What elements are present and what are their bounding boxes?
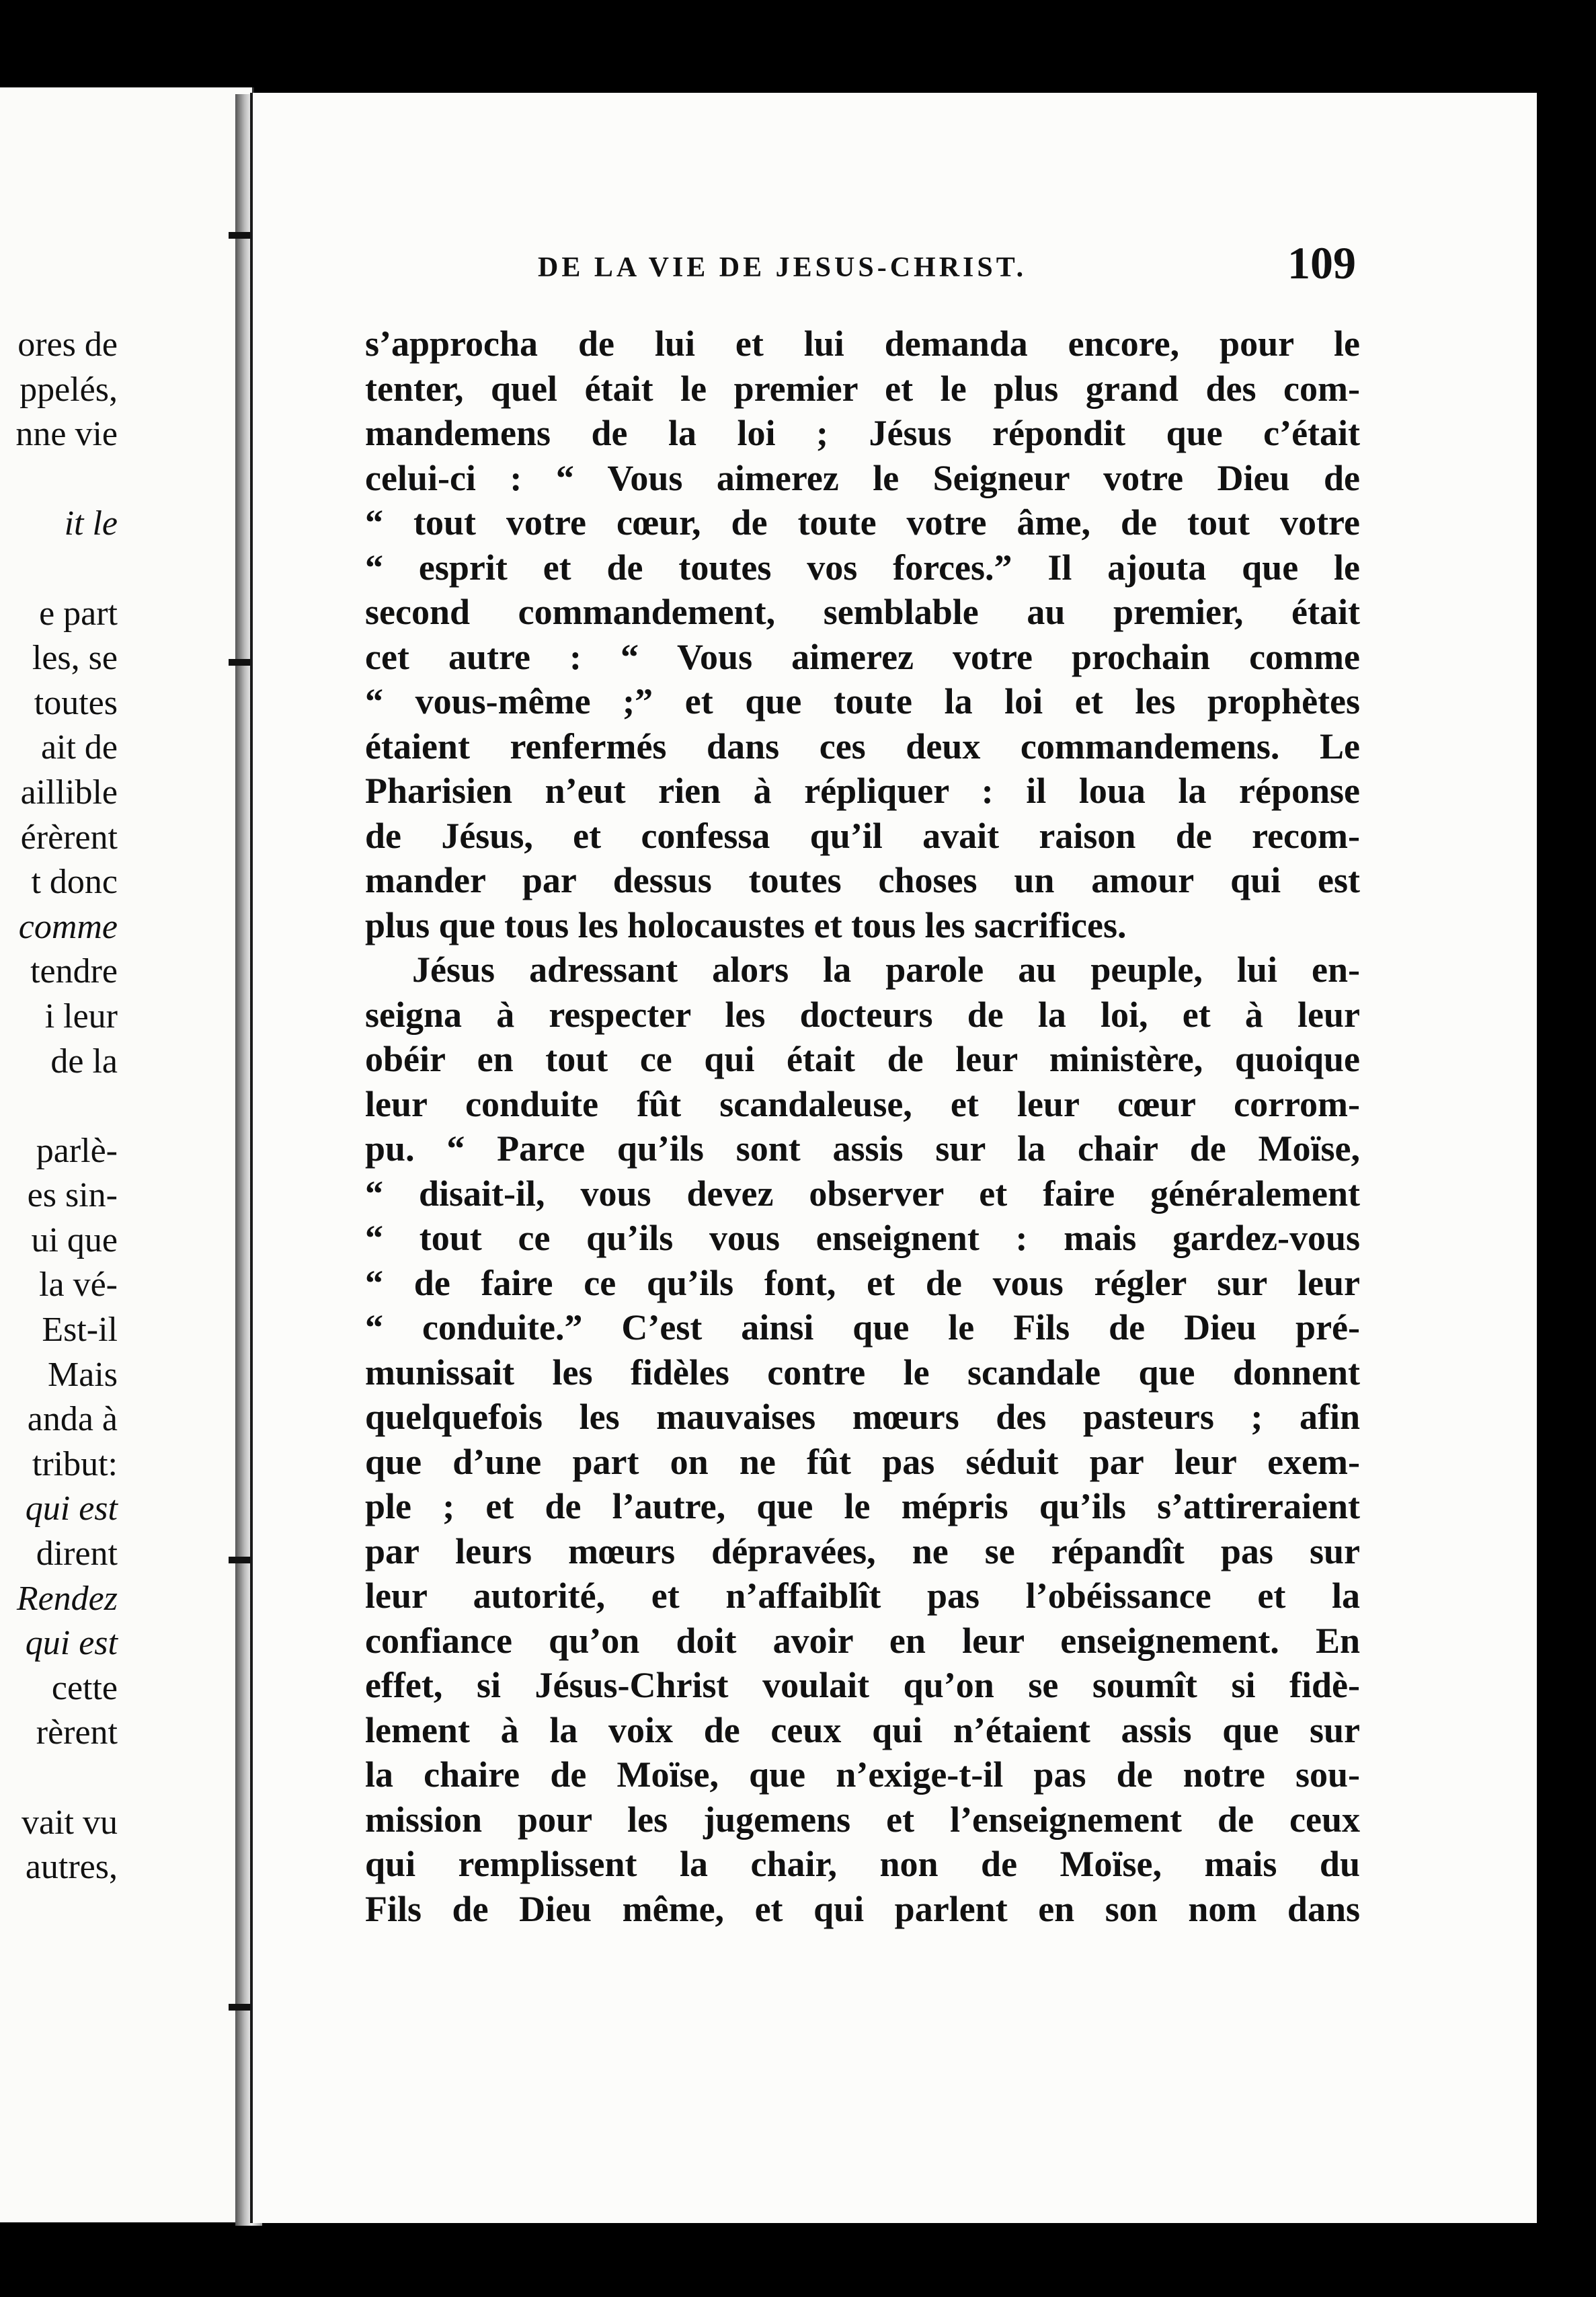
text-line: lement à la voix de ceux qui n’étaient assis que sur xyxy=(365,1709,1360,1750)
text-line: Jésus adressant alors la parole au peuple, lui en- xyxy=(412,949,1360,990)
text-line: par leurs mœurs dépravées, ne se répandît pas sur xyxy=(365,1530,1360,1571)
text-line: “ esprit et de toutes vos forces.” Il ajouta que le xyxy=(365,547,1360,588)
left-line: toutes xyxy=(34,683,118,722)
left-line xyxy=(0,1084,118,1129)
left-line: es sin- xyxy=(27,1176,118,1215)
text-line: Pharisien n’eut rien à répliquer : il loua la réponse xyxy=(365,771,1360,811)
text-line: leur autorité, et n’affaiblît pas l’obéissance et la xyxy=(365,1575,1360,1616)
left-line: Mais xyxy=(48,1355,118,1394)
left-line: qui est xyxy=(25,1624,118,1663)
text-line: “ vous-même ;” et que toute la loi et les prophètes xyxy=(365,681,1360,722)
left-line: t donc xyxy=(31,863,118,902)
left-line: cette xyxy=(51,1668,118,1707)
left-line: aillible xyxy=(20,773,118,812)
left-line: les, se xyxy=(32,639,118,678)
text-line: “ tout ce qu’ils vous enseignent : mais gardez-vous xyxy=(365,1218,1360,1258)
text-line: “ disait-il, vous devez observer et faire généralement xyxy=(365,1173,1360,1214)
left-line: ores de xyxy=(17,325,118,364)
text-line: plus que tous les holocaustes et tous les sacrifices. xyxy=(365,904,1127,945)
text-line: tenter, quel était le premier et le plus grand des com- xyxy=(365,368,1360,409)
left-line: qui est xyxy=(25,1489,118,1528)
left-line: ait de xyxy=(40,728,118,767)
left-line: vait vu xyxy=(22,1803,118,1842)
text-line: munissait les fidèles contre le scandale que donnent xyxy=(365,1352,1360,1393)
text-line: que d’une part on ne fût pas séduit par leur exem- xyxy=(365,1441,1360,1482)
left-line: ui que xyxy=(31,1220,118,1259)
text-line: mander par dessus toutes choses un amour qui est xyxy=(365,860,1360,900)
left-line: parlè- xyxy=(36,1131,118,1170)
text-line: “ tout votre cœur, de toute votre âme, de tout votre xyxy=(365,502,1360,543)
page-number: 109 xyxy=(1287,237,1356,288)
left-page-text xyxy=(0,323,118,1890)
left-line: ppelés, xyxy=(19,370,118,409)
left-line: it le xyxy=(64,504,118,543)
text-line: second commandement, semblable au premier, était xyxy=(365,592,1360,632)
text-line: effet, si Jésus-Christ voulait qu’on se soumît si fidè- xyxy=(365,1665,1360,1705)
left-line: i leur xyxy=(44,997,118,1036)
left-facing-page xyxy=(0,87,254,2222)
left-line: dirent xyxy=(36,1534,118,1573)
text-line: étaient renfermés dans ces deux commandemens. Le xyxy=(365,726,1360,767)
text-line: obéir en tout ce qui était de leur ministère, quoique xyxy=(365,1039,1360,1079)
left-line: anda à xyxy=(27,1400,118,1439)
text-line: confiance qu’on doit avoir en leur enseignement. En xyxy=(365,1620,1360,1661)
text-line: mandemens de la loi ; Jésus répondit que c’était xyxy=(365,413,1360,453)
text-line: seigna à respecter les docteurs de la loi, et à leur xyxy=(365,994,1360,1035)
left-line: Est-il xyxy=(42,1311,118,1350)
text-line: cet autre : “ Vous aimerez votre prochain comme xyxy=(365,636,1360,677)
text-line: ple ; et de l’autre, que le mépris qu’ils s’attireraient xyxy=(365,1486,1360,1526)
left-line: la vé- xyxy=(39,1266,118,1305)
page-body xyxy=(365,321,1360,1931)
left-line: nne vie xyxy=(15,415,118,454)
left-line: de la xyxy=(50,1042,118,1081)
text-line: mission pour les jugemens et l’enseignement de ceux xyxy=(365,1799,1360,1840)
text-line: leur conduite fût scandaleuse, et leur cœur corrom- xyxy=(365,1083,1360,1124)
left-line: tribut: xyxy=(32,1444,118,1483)
text-line: quelquefois les mauvaises mœurs des pasteurs ; afin xyxy=(365,1397,1360,1437)
text-line: pu. “ Parce qu’ils sont assis sur la chair de Moïse, xyxy=(365,1128,1360,1169)
left-line: e part xyxy=(39,594,118,633)
text-line: s’approcha de lui et lui demanda encore, pour le xyxy=(365,323,1360,364)
running-title: DE LA VIE DE JESUS-CHRIST. xyxy=(538,252,1027,283)
text-line: de Jésus, et confessa qu’il avait raison de recom- xyxy=(365,815,1360,856)
left-line xyxy=(0,547,118,592)
left-line: comme xyxy=(18,907,118,946)
left-line: autres, xyxy=(25,1848,118,1887)
text-line: Fils de Dieu même, et qui parlent en son nom dans xyxy=(365,1888,1360,1929)
text-line: “ de faire ce qu’ils font, et de vous régler sur leur xyxy=(365,1262,1360,1303)
left-line xyxy=(0,1756,118,1801)
left-line: Rendez xyxy=(16,1579,118,1618)
left-line xyxy=(0,457,118,502)
text-line: qui remplissent la chair, non de Moïse, mais du xyxy=(365,1844,1360,1884)
text-line: “ conduite.” C’est ainsi que le Fils de Dieu pré- xyxy=(365,1307,1360,1348)
left-line: tendre xyxy=(30,952,118,991)
text-line: celui-ci : “ Vous aimerez le Seigneur votre Dieu de xyxy=(365,457,1360,498)
left-line: érèrent xyxy=(20,818,118,857)
text-line: la chaire de Moïse, que n’exige-t-il pas de notre sou- xyxy=(365,1754,1360,1795)
left-line: rèrent xyxy=(36,1713,118,1752)
